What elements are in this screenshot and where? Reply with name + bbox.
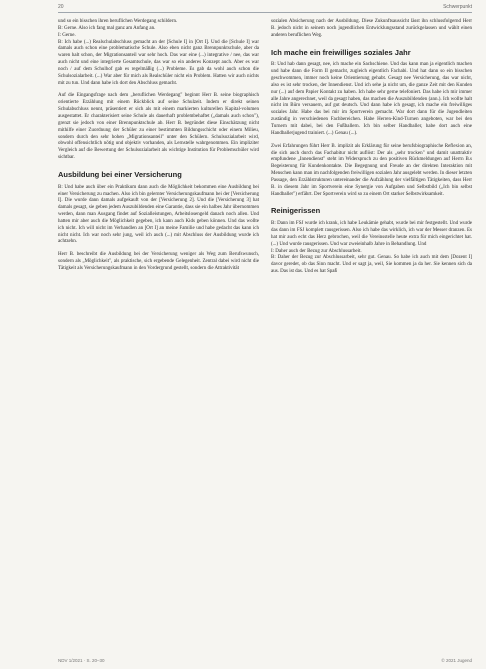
left-column [58,19,259,282]
interview-excerpt-2: B: Und habe auch über ein Praktikum dann auch die Möglichkeit bekommen eine Ausbildung bei einer Versicherung zu machen. Also ich bin gelernter Versicherungskaufmann bei der [Versicherung I]. Die wurde dann damals aufgekauft von der [Versicherung 2]. Und die [Versicherung 3] hat damals gesagt, sie geben jedem Auszubildenden eine Garantie, dass sie ein halbes Jahr übernommen werden, dann man Ausgang findet auf Sozialleistungen, Arbeitslosengeld danach noch allen. Und hatten mir aber auch die Möglichkeit gegeben, ich kann auch Kids geben können. Und das wollte ich nicht. Ich will nicht im Verhandlen an [Ort I] an meine Familie und habe gedacht das kann ich nicht nicht. Ich war noch sehr jung, weil ich auch (...) mit Abschluss der Ausbildung wurde ich achtzehn. [58,184,259,245]
section-label: Schwerpunkt [443,4,472,10]
interview-line: B: Gerne. Also ich fang mal ganz am Anfang an. [58,25,156,31]
analysis-paragraph-1: Auf die Eingangsfrage nach dem „beruflichen Werdegang" beginnt Herr B. seine biographisch orientierte Erzählung mit einem Rückblick auf seine Schulzeit. Indem er direkt seinen Schulabschluss nennt, präsentiert er sich als mit einem markierten kulturellen Kapital-volumen ausgestattet. Er charakterisiert seine Schule als dauerhaft problembehaftet („damals auch schon"), grenzt sie jedoch von einer Brennpunktschule ab. Herr B. begründet diese Einschätzung nicht mithilfe einer Zuordnung der Schüler zu einer bestimmten Bildungsschicht oder einem Milieu, sondern durch den sehr hohen „Migrationsanteil" unter den Schülern. Schulsozialarbeit wird, obwohl offensichtlich nötig und objektiv vorhanden, als Lernstelle wahrgenommen. Ein impliziter Vergleich auf die Bewertung der Schulsozialarbeit als wichtige Institution für Problemschüler wird sichtbar. [58,93,259,161]
two-column-body [58,19,472,282]
interview-excerpt-3: B: Und hab dann gesagt, nee, ich mache ein Sachschiene. Und das kann man ja eigentlich machen und habe dann die Form II gemacht, zugleich eigentlich Fachabi. Und hat dann so ein bisschen geschwommen, immer noch keine Orientierung gehabt. Gesagt nee Versicherung, das war nicht, also es ist sehr trocken, der Innendienst. Und ich sehe ja nicht um, die ganze Zeit mit den Kunden nur (...) auf dem Papier Kontakt zu haben. Ich habe sehr gerne telefoniert. Das habe ich mir immer alle Jahre angerechnet, weil da gesagt haben, das machen die Auszubildenden (ann.). Ich wollte halt nicht im Büro versauern, auf gut deutsch. Und dann habe ich gesagt, ich mache ein freiwilliges soziales Jahr. Habe das bei mir im Sportverein gemacht. War dort dann für die Jugendleiten zuständig in verschiedenen Fachbereichen. Habe Herren-Kind-Turnen angeboten, war bei den Turnern mit dabei, bei den Fußballern. Ich bin selber Handballer, habe dort auch eine Handballerjugend trainiert. (...) Genau (...). [271,62,472,136]
interview-line: B: Ich habe (...) Realschulabschluss gemacht an der [Schule I] in [Ort I]. Und die [Schule I] war damals auch schon eine problematische Schule. Also eben nicht ganz Brennpunktschule, aber da waren halt schon, der Migrationsanteil war sehr hoch. Das war eine (...) integrative / nee, das war auch nicht und eine integrierte Gesamtschule, das war so ein anderes Konzept auch. Aber es war noch / auf dem Schulhof gab es regelmäßig (...) Probleme. Es gab da wohl auch schon die Schulsozialarbeit. (...) War aber für mich als Realschüler nicht ein Problem. Hatten wir auch nichts mit zu tun. Und dann habe ich dort den Abschluss gemacht. [58,39,259,86]
section-heading-fsj: Ich mache ein freiwilliges soziales Jahr [271,47,411,57]
page-number: 20 [58,4,64,10]
interview-excerpt-1 [58,19,259,87]
footer-citation: NDV 1/2021 · S. 20–30 [58,658,105,663]
right-column [271,19,472,282]
footer-publisher: © 2021 Jugend [441,658,472,663]
interview-line: I: Gerne. [58,32,76,38]
interview-excerpt-4 [271,221,472,276]
interview-line: und so ein bisschen ihren beruflichen Werdegang schildern. [58,19,178,24]
page-footer [58,658,472,663]
section-heading-reinigerissen: Reinigerissen [271,206,321,216]
interview-line: I: Daher auch der Bezug zur Abschlussarbeit. [271,248,362,254]
interview-line: B: Daher der Bezug zur Abschlussarbeit, sehr gut. Genau. So habe ich auch mit dem [Dozent I] davor geredet, ob das Sinn macht. Und er sagt ja, weil, Sie kommen ja da her. Sie kennen sich da aus. Das ist das. Und es hat Spaß [271,255,472,275]
analysis-paragraph-2: Herr B. beschreibt die Ausbildung bei der Versicherung weniger als Weg zum Berufswunsch, sondern als „Möglichkeit", als praktische, sich ergebende Gelegenheit. Zentral dabei wird nicht die Tätigkeit als Versicherungskaufmann in den Vordergrund gestellt, sondern die Attraktivität [58,252,259,271]
page-header [58,0,472,13]
analysis-paragraph-4: Zwei Erfahrungen führt Herr B. implizit als Erklärung für seine berufsbiographische Reflexion an, die sich auch durch das Fachabitur nicht auflöst: Der als „sehr trocken" und damit unattraktiv empfundene „Innendienst" steht im Widerspruch zu den positiven Rückmeldungen auf Herrn B.s Begeisterung für Kundenkontakte. Die Begegnung und Freude an der direkten Interaktion mit Menschen kann man im nachfolgenden freiwilligen sozialen Jahr ausgelebt werden. In dieser letzten Passage, den Erzählstrukturen untereinander die Aufzählung der vielfältigen Tätigkeiten, dass Herr B. in diesem Jahr im Sportverein eine Synergie von Aufgaben und Selbstbild („Ich bin selbst Handballer") erfährt. Der Sportverein wird so zu einem Ort starker Selbstwirksamkeit. [271,143,472,197]
interview-line: B: Dann im FSJ wurde ich krank, ich habe Leukämie gehabt, wurde bei mir festgestellt. Und wurde das dann im FSJ komplett rausgerissen. Also ich habe das wirklich, ich war der Messer dranzen. Es hat mir auch echt das Herz gebrochen, weil die Vereinsstelle heute extra für mich eingerichtet hat. (...) Und wurde rausgerissen. Und war zweieinhalb Jahre in Behandlung. Und [271,221,472,247]
section-heading-ausbildung: Ausbildung bei einer Versicherung [58,169,182,179]
analysis-paragraph-3: sozialen Absicherung nach der Ausbildung. Diese Zukunftsaussicht lässt ihn schlussfolgernd Herr B. jedoch nicht in seinem noch jugendlichen Entwicklungsstand zurückgelassen und wählt einen anderen beruflichen Weg. [271,19,472,38]
